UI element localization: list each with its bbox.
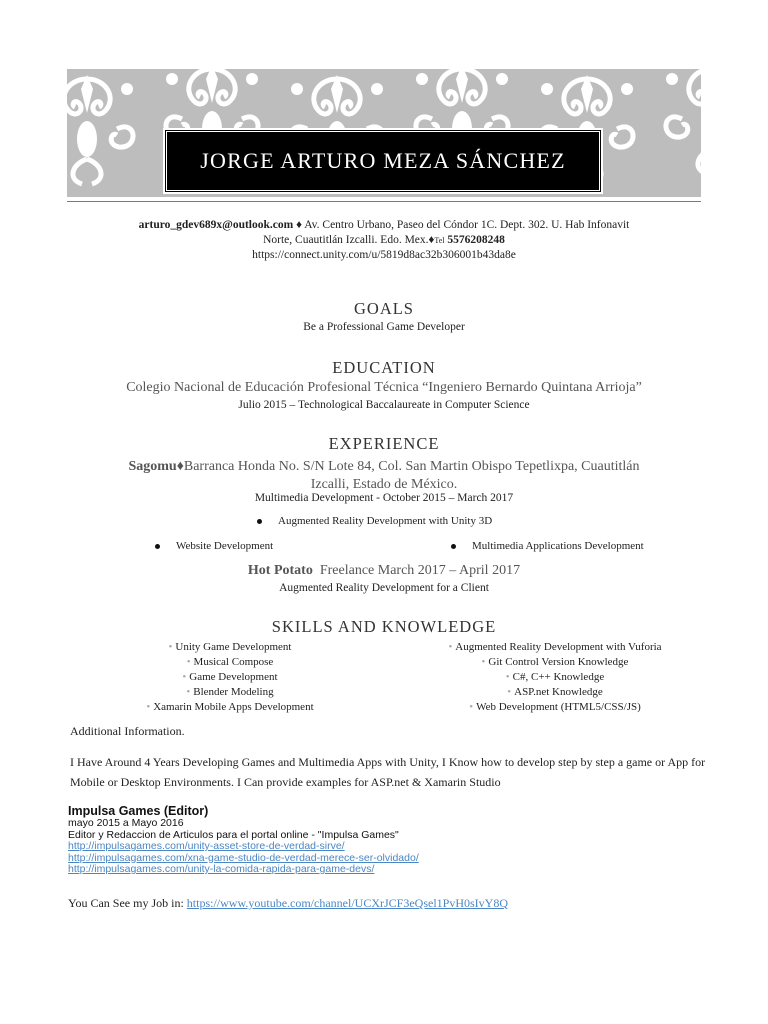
editor-dates: mayo 2015 a Mayo 2016 <box>68 817 184 829</box>
education-school: Colegio Nacional de Educación Profesional Técnica “Ingeniero Bernardo Quintana Arrioja” <box>126 380 642 395</box>
skill-bullet-icon: • <box>146 701 151 713</box>
company2-line <box>60 563 708 579</box>
profile-url[interactable]: https://connect.unity.com/u/5819d8ac32b306001b43da8e <box>252 249 516 261</box>
education-degree: Julio 2015 – Technological Baccalaureate in Computer Science <box>238 399 530 411</box>
skill-item <box>405 670 705 685</box>
experience-heading: EXPERIENCE <box>328 434 440 453</box>
contact-block <box>60 218 708 263</box>
skill-item <box>405 685 705 700</box>
skill-item <box>80 670 380 685</box>
article-link[interactable]: http://impulsagames.com/xna-game-studio-de-verdad-merece-ser-olvidado/ <box>68 851 419 864</box>
skill-bullet-icon: • <box>186 686 191 698</box>
skill-text: Git Control Version Knowledge <box>488 656 629 668</box>
bullet-text: Multimedia Applications Development <box>472 540 644 552</box>
separator-diamond: ♦ <box>296 219 302 231</box>
additional-text: I Have Around 4 Years Developing Games and Multimedia Apps with Unity, I Know how to develop step by step a game or App for Mobile or Desktop Environments. I Can provide examples for ASP.net & Xamarin Studio <box>70 755 706 789</box>
job-label: You Can See my Job in: <box>68 896 187 910</box>
skill-text: C#, C++ Knowledge <box>512 671 605 683</box>
skill-text: Game Development <box>189 671 278 683</box>
address-line2: Norte, Cuautitlán Izcalli. Edo. Mex. <box>263 234 429 246</box>
skill-item <box>405 700 705 715</box>
tel-label: Tel <box>434 236 445 245</box>
phone: 5576208248 <box>447 234 505 246</box>
skills-heading: SKILLS AND KNOWLEDGE <box>271 617 497 636</box>
article-link[interactable]: http://impulsagames.com/unity-asset-store-de-verdad-sirve/ <box>68 840 345 852</box>
experience-bullet <box>155 540 273 552</box>
skill-text: Xamarin Mobile Apps Development <box>153 701 314 713</box>
skill-bullet-icon: • <box>469 701 474 713</box>
skill-bullet-icon: • <box>505 671 510 683</box>
bullet-dot-icon <box>257 519 262 524</box>
skill-item <box>405 640 705 655</box>
company2-name: Hot Potato <box>247 563 313 578</box>
company1-address-b: Izcalli, Estado de México. <box>310 477 458 492</box>
company1-address-a: ♦Barranca Honda No. S/N Lote 84, Col. San Martin Obispo Tepetlixpa, Cuautitlán <box>176 459 640 474</box>
skills-left-list <box>80 640 380 715</box>
candidate-name: JORGE ARTURO MEZA SÁNCHEZ <box>200 148 566 173</box>
experience-bullet <box>257 515 492 527</box>
goals-heading: GOALS <box>353 299 414 318</box>
skill-text: Blender Modeling <box>193 686 274 698</box>
skill-text: Augmented Reality Development with Vuforia <box>455 641 662 653</box>
skill-bullet-icon: • <box>507 686 512 698</box>
skill-item <box>80 700 380 715</box>
skill-item <box>405 655 705 670</box>
company1-block <box>60 458 708 494</box>
editor-desc: Editor y Redaccion de Articulos para el portal online - "Impulsa Games" <box>68 828 399 841</box>
goals-text: Be a Professional Game Developer <box>303 321 465 333</box>
name-plate <box>163 128 603 194</box>
additional-title: Additional Information. <box>70 724 185 738</box>
skill-item <box>80 685 380 700</box>
skill-text: ASP.net Knowledge <box>514 686 603 698</box>
experience-bullet <box>451 540 644 552</box>
skill-text: Musical Compose <box>193 656 274 668</box>
company1-role: Multimedia Development - October 2015 – March 2017 <box>254 492 514 504</box>
email[interactable]: arturo_gdev689x@outlook.com <box>138 219 294 231</box>
address-line1: Av. Centro Urbano, Paseo del Cóndor 1C. Dept. 302. U. Hab Infonavit <box>304 219 630 231</box>
company2-desc: Augmented Reality Development for a Client <box>279 582 489 594</box>
skill-bullet-icon: • <box>168 641 173 653</box>
skill-item <box>80 640 380 655</box>
skill-item <box>80 655 380 670</box>
bullet-text: Website Development <box>176 540 274 552</box>
skills-right-list <box>405 640 705 715</box>
header-divider <box>67 201 701 202</box>
article-link[interactable]: http://impulsagames.com/unity-la-comida-rapida-para-game-devs/ <box>68 863 375 875</box>
company2-role: Freelance March 2017 – April 2017 <box>319 563 521 578</box>
bullet-text: Augmented Reality Development with Unity 3D <box>278 515 493 527</box>
bullet-dot-icon <box>155 544 160 549</box>
youtube-channel-link[interactable]: https://www.youtube.com/channel/UCXrJCF3eQsel1PvH0sIvY8Q <box>186 896 508 910</box>
separator-diamond: ♦ <box>428 234 435 246</box>
skill-bullet-icon: • <box>186 656 191 668</box>
job-line <box>68 896 508 911</box>
skill-bullet-icon: • <box>182 671 187 683</box>
skill-text: Unity Game Development <box>175 641 292 653</box>
education-heading: EDUCATION <box>332 358 436 377</box>
bullet-dot-icon <box>451 544 456 549</box>
editor-block <box>68 804 419 876</box>
skill-bullet-icon: • <box>481 656 486 668</box>
skill-text: Web Development (HTML5/CSS/JS) <box>476 701 641 713</box>
company1-name: Sagomu <box>128 459 177 474</box>
editor-title: Impulsa Games (Editor) <box>68 804 209 818</box>
skill-bullet-icon: • <box>448 641 453 653</box>
